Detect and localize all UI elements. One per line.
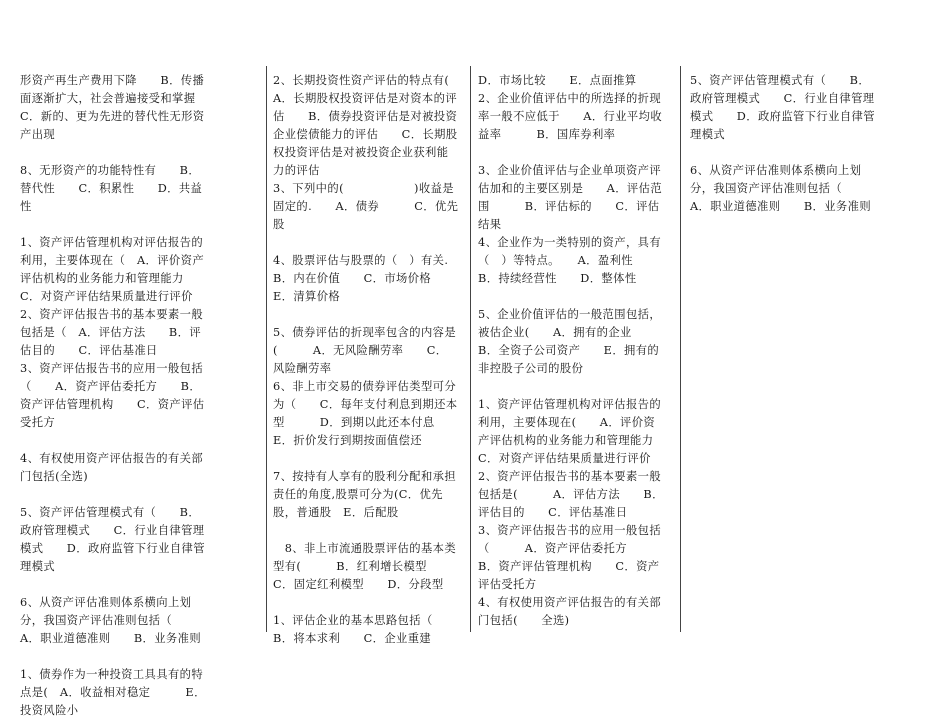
column-1 [20, 72, 219, 720]
column-3 [478, 72, 677, 630]
paragraph: 4、股票评估与股票的（ ）有关. B．内在价值 C．市场价格 E．清算价格 [273, 254, 461, 303]
paragraph: 6、从资产评估准则体系横向上划分，我国资产评估准则包括（ A．职业道德准则 B．业务准则 [20, 596, 208, 645]
paragraph: 1、资产评估管理机构对评估报告的利用，主要体现在（ A．评价资产评估机构的业务能力和管理能力 C．对资产评估结果质量进行评价 [20, 236, 208, 303]
paragraph: 形资产再生产费用下降 B．传播面逐渐扩大，社会普遍接受和掌握 C．新的、更为先进的替代性无形资产出现 [20, 74, 219, 141]
paragraph: 3、资产评估报告书的应用一般包括（ A．资产评估委托方 B．资产评估管理机构 C．资产评估受托方 [478, 524, 662, 591]
paragraph: 8、非上市流通股票评估的基本类型有( B．红利增长模型 C．固定红利模型 D．分段型 [273, 542, 457, 591]
paragraph: 3、下列中的( )收益是固定的. A．债券 C．优先股 [273, 182, 459, 231]
paragraph: 3、企业价值评估与企业单项资产评估加和的主要区别是 A．评估范围 B．评估标的 C．评估结果 [478, 164, 663, 231]
column-divider [470, 66, 471, 632]
paragraph: 4、企业作为一类特别的资产，具有（ ）等特点。 A．盈利性 B．持续经营性 D．整体性 [478, 236, 662, 285]
column-divider [266, 66, 267, 632]
paragraph: 8、无形资产的功能特性有 B．替代性 C．积累性 D．共益性 [20, 164, 203, 213]
paragraph: 5、资产评估管理模式有（ B．政府管理模式 C．行业自律管理模式 D．政府监管下行业自律管理模式 [20, 506, 205, 573]
paragraph: 7、按持有人享有的股利分配和承担责任的角度,股票可分为(C．优先股，普通股 E．后配股 [273, 470, 457, 519]
paragraph: 1、资产评估管理机构对评估报告的利用，主要体现在( A．评价资产评估机构的业务能力和管理能力 C．对资产评估结果质量进行评价 [478, 398, 677, 465]
paragraph: 1、债券作为一种投资工具具有的特点是( A．收益相对稳定 E．投资风险小 [20, 668, 206, 717]
paragraph: 4、有权使用资产评估报告的有关部门包括( 全选) [478, 596, 662, 627]
paragraph: 5、企业价值评估的一般范围包括，被估企业( A．拥有的企业 B．全资子公司资产 E．拥有的非控股子公司的股份 [478, 308, 662, 375]
paragraph: 2、资产评估报告书的基本要素一般包括是( A．评估方法 B．评估目的 C．评估基准日 [478, 470, 664, 519]
paragraph: 4、有权使用资产评估报告的有关部门包括(全选) [20, 452, 204, 483]
paragraph: D．市场比较 E．点面推算 2、企业价值评估中的所选择的折现率一般不应低于 A．行业平均收益率 B．国库券利率 [478, 74, 663, 141]
paragraph: 5、债券评估的折现率包含的内容是( A．无风险酬劳率 C．风险酬劳率 [273, 326, 457, 375]
paragraph: 5、资产评估管理模式有（ B．政府管理模式 C．行业自律管理模式 D．政府监管下行业自律管理模式 [690, 74, 875, 141]
paragraph: 2、资产评估报告书的基本要素一般包括是（ A．评估方法 B．评估目的 C．评估基准日 [20, 308, 204, 357]
column-2 [273, 72, 473, 648]
column-divider [680, 66, 681, 632]
paragraph: 6、从资产评估准则体系横向上划分，我国资产评估准则包括（ A．职业道德准则 B．业务准则 [690, 164, 878, 213]
paragraph: 6、非上市交易的债券评估类型可分为（ C．每年支付利息到期还本型 D．到期以此还本付息 E．折价发行到期按面值偿还 [273, 380, 458, 447]
paragraph: 1、评估企业的基本思路包括（ B．将本求利 C．企业重建 [273, 614, 457, 645]
paragraph: 2、长期投资性资产评估的特点有( A．长期股权投资评估是对资本的评估 B．债券投资评估是对被投资企业偿债能力的评估 C．长期股权投资评估是对被投资企业获利能力的评估 [273, 74, 473, 177]
column-4 [690, 72, 876, 216]
paragraph: 3、资产评估报告书的应用一般包括（ A．资产评估委托方 B．资产评估管理机构 C．资产评估受托方 [20, 362, 205, 429]
